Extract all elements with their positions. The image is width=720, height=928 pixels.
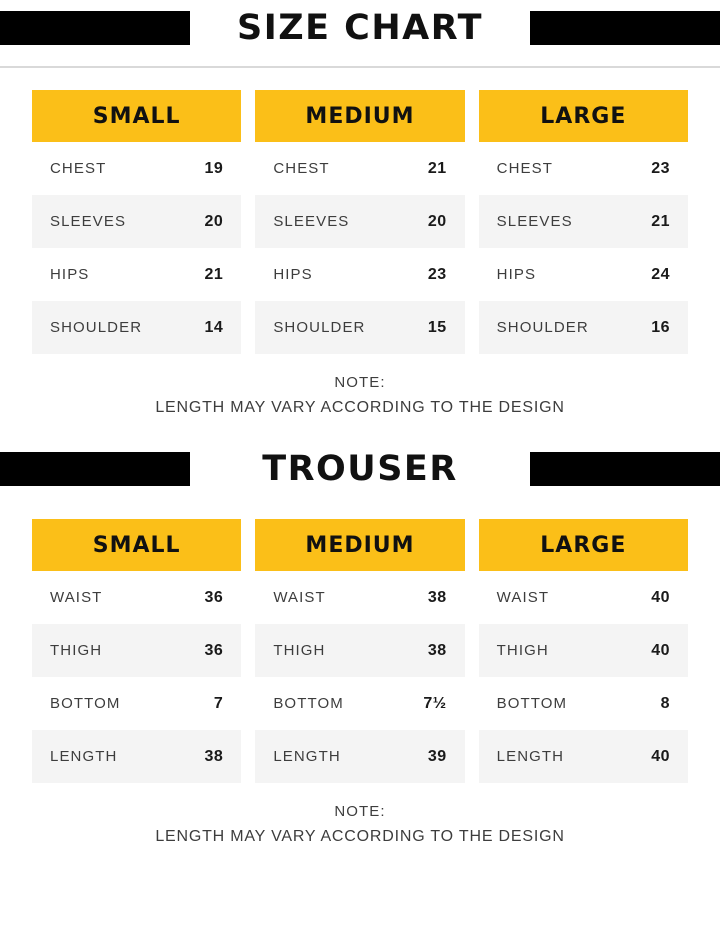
row-label: SHOULDER [496, 319, 589, 336]
row-label: BOTTOM [273, 695, 344, 712]
row-label: WAIST [273, 589, 326, 606]
row-label: CHEST [496, 160, 553, 177]
row-value: 7½ [423, 694, 447, 712]
row-label: WAIST [50, 589, 103, 606]
row-label: CHEST [50, 160, 107, 177]
row-value: 7 [213, 694, 224, 712]
note-text: LENGTH MAY VARY ACCORDING TO THE DESIGN [155, 828, 565, 845]
table-row [255, 624, 464, 677]
note-text: LENGTH MAY VARY ACCORDING TO THE DESIGN [155, 399, 565, 416]
row-value: 38 [427, 588, 447, 606]
row-label: BOTTOM [50, 695, 121, 712]
section-banner-size-chart [0, 0, 720, 56]
row-value: 40 [651, 588, 670, 606]
row-value: 24 [651, 265, 670, 283]
row-label: SLEEVES [496, 213, 573, 230]
row-value: 38 [427, 641, 447, 659]
table-row [255, 730, 464, 783]
note-size-chart [0, 354, 720, 417]
banner-bar-right [530, 452, 720, 486]
row-value: 38 [204, 747, 224, 765]
table-column-small [32, 90, 241, 354]
table-row [32, 142, 241, 195]
table-row [255, 571, 464, 624]
table-row [479, 248, 688, 301]
row-value: 40 [651, 641, 670, 659]
row-value: 8 [660, 694, 670, 712]
table-column-medium [255, 519, 464, 783]
row-label: THIGH [496, 642, 549, 659]
table-row [479, 142, 688, 195]
page-title: SIZE CHART [211, 8, 509, 48]
table-row [32, 677, 241, 730]
table-row [32, 730, 241, 783]
banner-bar-left [0, 452, 190, 486]
row-label: HIPS [496, 266, 537, 283]
row-label: SHOULDER [273, 319, 366, 336]
row-value: 36 [204, 641, 224, 659]
table-row [479, 195, 688, 248]
table-row [255, 195, 464, 248]
row-value: 16 [651, 318, 670, 336]
section-title-trouser: TROUSER [236, 449, 484, 489]
table-column-medium [255, 90, 464, 354]
table-row [479, 301, 688, 354]
row-label: SLEEVES [273, 213, 350, 230]
table-row [479, 624, 688, 677]
banner-bar-right [530, 11, 720, 45]
table-row [255, 142, 464, 195]
row-label: THIGH [273, 642, 326, 659]
row-value: 15 [427, 318, 447, 336]
row-label: CHEST [273, 160, 330, 177]
row-label: HIPS [50, 266, 90, 283]
row-value: 21 [204, 265, 224, 283]
note-title: NOTE: [334, 803, 386, 820]
row-value: 23 [651, 159, 670, 177]
table-row [479, 677, 688, 730]
row-value: 19 [204, 159, 224, 177]
row-value: 14 [204, 318, 224, 336]
table-row [32, 248, 241, 301]
row-value: 39 [427, 747, 447, 765]
row-value: 36 [204, 588, 224, 606]
section-trouser [0, 441, 720, 846]
banner-bar-left [0, 11, 190, 45]
column-header-medium: MEDIUM [255, 519, 464, 571]
column-header-large: LARGE [479, 519, 688, 571]
row-label: SLEEVES [50, 213, 127, 230]
column-header-large: LARGE [479, 90, 688, 142]
note-trouser [0, 783, 720, 846]
table-row [255, 248, 464, 301]
trouser-table [0, 519, 720, 783]
row-label: HIPS [273, 266, 313, 283]
row-label: WAIST [496, 589, 550, 606]
row-label: LENGTH [50, 748, 118, 765]
row-value: 20 [204, 212, 224, 230]
table-row [32, 301, 241, 354]
row-label: LENGTH [273, 748, 341, 765]
table-row [32, 195, 241, 248]
row-value: 21 [651, 212, 670, 230]
table-column-large [479, 90, 688, 354]
section-size-chart [0, 0, 720, 417]
row-value: 40 [651, 747, 670, 765]
row-label: BOTTOM [496, 695, 568, 712]
row-value: 21 [427, 159, 447, 177]
table-column-small [32, 519, 241, 783]
row-value: 23 [427, 265, 447, 283]
column-header-small: SMALL [32, 90, 241, 142]
note-title: NOTE: [334, 374, 386, 391]
row-label: SHOULDER [50, 319, 143, 336]
row-label: THIGH [50, 642, 103, 659]
table-row [32, 624, 241, 677]
section-banner-trouser [0, 441, 720, 497]
table-row [32, 571, 241, 624]
row-label: LENGTH [496, 748, 565, 765]
table-column-large [479, 519, 688, 783]
table-row [479, 571, 688, 624]
table-row [255, 677, 464, 730]
table-row [479, 730, 688, 783]
column-header-medium: MEDIUM [255, 90, 464, 142]
size-chart-table [0, 90, 720, 354]
column-header-small: SMALL [32, 519, 241, 571]
table-row [255, 301, 464, 354]
row-value: 20 [427, 212, 447, 230]
